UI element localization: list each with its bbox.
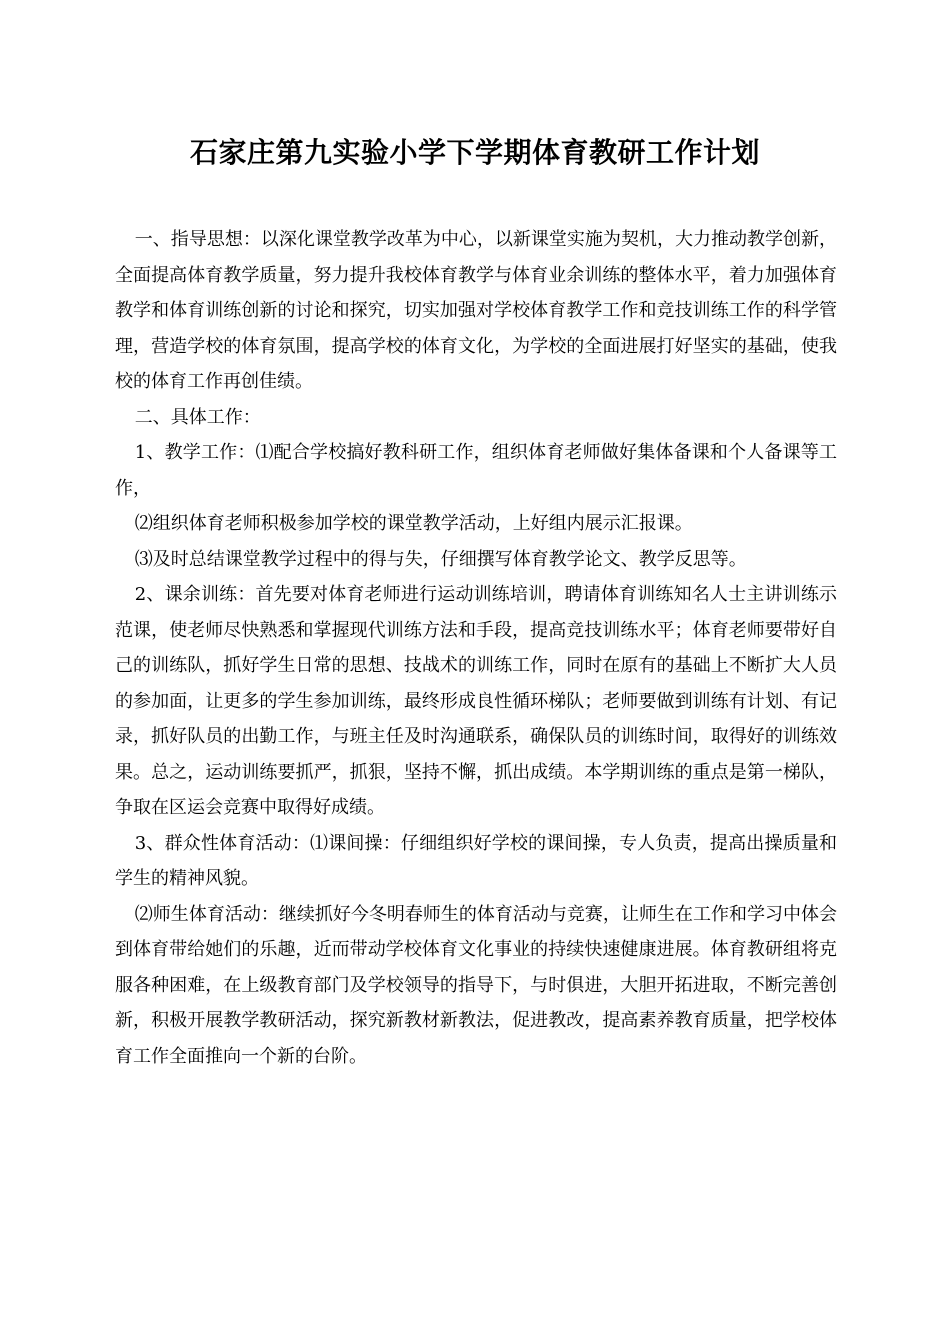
paragraph-mass-sports-activities: 3、群众性体育活动：⑴课间操：仔细组织好学校的课间操，专人负责，提高出操质量和学生的精神风貌。	[115, 832, 837, 889]
paragraph-guiding-ideology: 一、指导思想：以深化课堂教学改革为中心，以新课堂实施为契机，大力推动教学创新，全面提高体育教学质量，努力提升我校体育教学与体育业余训练的整体水平，着力加强体育教学和体育训练创新的讨论和探究，切实加强对学校体育教学工作和竞技训练工作的科学管理，营造学校的体育氛围，提高学校的体育文化，为学校的全面进展打好坚实的基础，使我校的体育工作再创佳绩。	[115, 229, 837, 392]
document-body	[115, 222, 837, 1074]
document-title: 石家庄第九实验小学下学期体育教研工作计划	[189, 136, 760, 169]
paragraph-teacher-student-sports: ⑵师生体育活动：继续抓好今冬明春师生的体育活动与竞赛，让师生在工作和学习中体会到体育带给她们的乐趣，近而带动学校体育文化事业的持续快速健康进展。体育教研组将克服各种困难，在上级教育部门及学校领导的指导下，与时俱进，大胆开拓进取，不断完善创新，积极开展教学教研活动，探究新教材新教法，促进教改，提高素养教育质量，把学校体育工作全面推向一个新的台阶。	[115, 903, 837, 1067]
paragraph-teaching-work-item-2: ⑵组织体育老师积极参加学校的课堂教学活动，上好组内展示汇报课。	[134, 513, 693, 534]
paragraph-specific-work-heading: 二、具体工作：	[134, 406, 261, 428]
paragraph-extracurricular-training: 2、课余训练：首先要对体育老师进行运动训练培训，聘请体育训练知名人士主讲训练示范课，使老师尽快熟悉和掌握现代训练方法和手段，提高竞技训练水平；体育老师要带好自己的训练队，抓好学生日常的思想、技战术的训练工作，同时在原有的基础上不断扩大人员的参加面，让更多的学生参加训练，最终形成良性循环梯队；老师要做到训练有计划、有记录，抓好队员的出勤工作，与班主任及时沟通联系，确保队员的训练时间，取得好的训练效果。总之，运动训练要抓严，抓狠，坚持不懈，抓出成绩。本学期训练的重点是第一梯队，争取在区运会竞赛中取得好成绩。	[115, 584, 837, 818]
paragraph-teaching-work: 1、教学工作：⑴配合学校搞好教科研工作，组织体育老师做好集体备课和个人备课等工作，	[115, 442, 837, 499]
paragraph-teaching-work-item-3: ⑶及时总结课堂教学过程中的得与失，仔细撰写体育教学论文、教学反思等。	[134, 548, 747, 570]
